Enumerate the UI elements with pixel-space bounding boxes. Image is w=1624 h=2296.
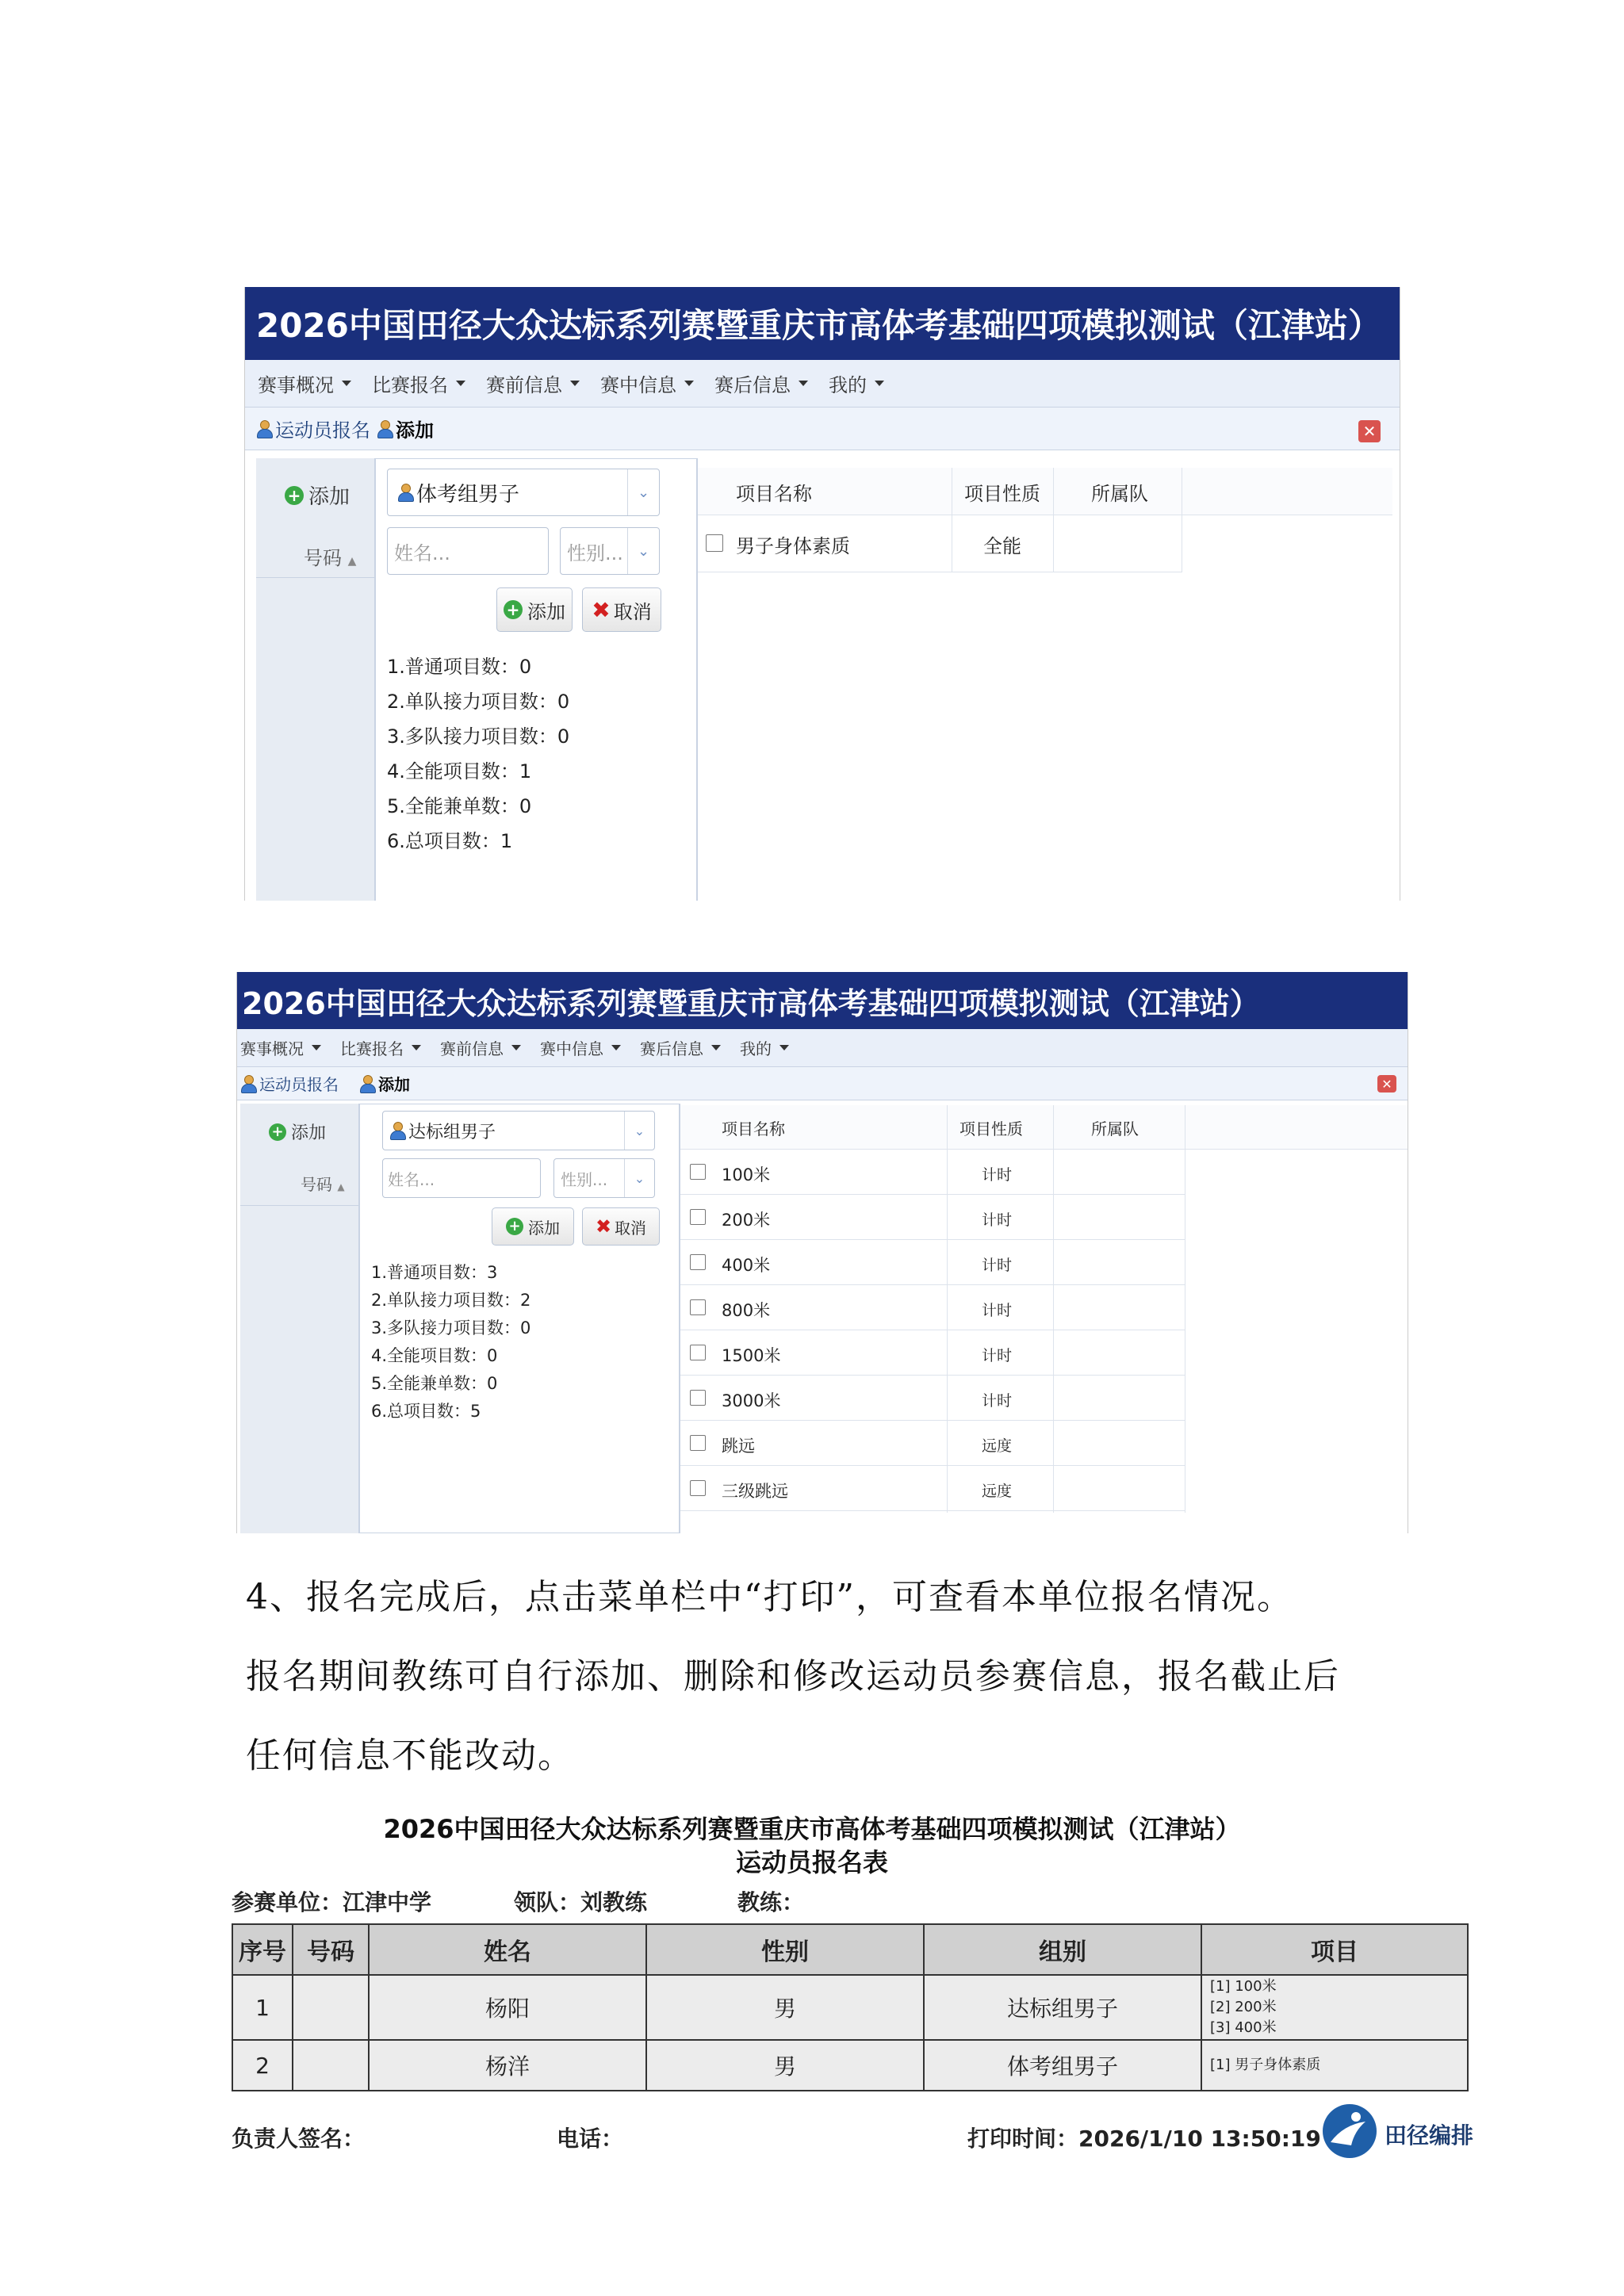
number-cell xyxy=(293,1975,369,2040)
group-icon xyxy=(397,484,413,501)
event-type-cell: 计时 xyxy=(982,1347,1013,1364)
seq-cell: 1 xyxy=(232,1975,293,2040)
instruction-line: 报名期间教练可自行添加、删除和修改运动员参赛信息，报名截止后 xyxy=(246,1656,1340,1697)
left-panel xyxy=(256,458,375,901)
chevron-down-icon xyxy=(342,381,351,386)
stat-line: 2.单队接力项目数：0 xyxy=(387,691,570,713)
header-event-name: 项目名称 xyxy=(736,482,812,505)
person-icon xyxy=(359,1075,375,1093)
chevron-down-icon xyxy=(456,381,465,386)
event-type-cell: 全能 xyxy=(983,534,1021,557)
gender-select[interactable] xyxy=(560,527,660,575)
group-selected-value: 体考组男子 xyxy=(416,482,520,507)
table-row[interactable] xyxy=(680,1421,1185,1466)
event-name-cell: 200米 xyxy=(722,1211,771,1230)
chevron-down-icon xyxy=(711,1045,721,1050)
table-row[interactable] xyxy=(680,1285,1185,1330)
items-cell xyxy=(1201,1975,1468,2040)
name-placeholder: 姓名... xyxy=(388,1169,435,1189)
table-row[interactable] xyxy=(680,1195,1185,1240)
left-add-button[interactable] xyxy=(269,1119,326,1144)
chevron-down-icon xyxy=(799,381,808,386)
menu-label: 赛事概况 xyxy=(258,374,334,396)
group-cell: 达标组男子 xyxy=(924,1975,1201,2040)
left-add-button[interactable] xyxy=(285,480,350,510)
tab-label: 运动员报名 xyxy=(259,1075,339,1094)
stat-line: 6.总项目数：1 xyxy=(387,830,513,852)
items-cell xyxy=(1201,2040,1468,2091)
menu-label: 赛前信息 xyxy=(486,374,562,396)
name-placeholder: 姓名... xyxy=(394,541,450,564)
add-button-label: 添加 xyxy=(527,600,565,623)
header-items: 项目 xyxy=(1201,1924,1468,1975)
number-header-label: 号码 xyxy=(304,547,342,569)
left-panel xyxy=(240,1104,359,1533)
menu-item-in-info[interactable] xyxy=(540,1036,621,1059)
chevron-down-icon xyxy=(312,1045,321,1050)
table-row[interactable] xyxy=(680,1150,1185,1195)
number-header-label: 号码 xyxy=(301,1175,332,1194)
group-select[interactable] xyxy=(382,1111,655,1150)
tab-label: 运动员报名 xyxy=(275,419,370,442)
report-title: 2026中国田径大众达标系列赛暨重庆市高体考基础四项模拟测试（江津站） xyxy=(383,1814,1241,1844)
app-title-bar xyxy=(245,287,1400,360)
event-type-cell: 计时 xyxy=(982,1392,1013,1410)
menu-label: 我的 xyxy=(829,374,867,396)
plus-icon: + xyxy=(504,600,523,619)
menu-label: 我的 xyxy=(740,1039,772,1058)
event-name-cell: 1500米 xyxy=(722,1346,781,1365)
stat-line: 5.全能兼单数：0 xyxy=(371,1374,498,1393)
app-title: 2026中国田径大众达标系列赛暨重庆市高体考基础四项模拟测试（江津站） xyxy=(242,985,1260,1021)
header-name: 姓名 xyxy=(369,1924,646,1975)
number-column-header[interactable] xyxy=(304,542,356,570)
row-checkbox[interactable] xyxy=(690,1299,706,1315)
stat-line: 4.全能项目数：0 xyxy=(371,1346,498,1365)
table-row[interactable] xyxy=(680,1330,1185,1376)
chevron-down-icon xyxy=(511,1045,521,1050)
item-line: [1] 男子身体素质 xyxy=(1210,2057,1321,2073)
add-button[interactable] xyxy=(496,587,573,632)
add-dialog-form xyxy=(375,458,697,901)
cancel-button-label: 取消 xyxy=(613,600,652,623)
name-cell: 杨阳 xyxy=(369,1975,646,2040)
close-icon: ✖ xyxy=(595,1215,612,1238)
menu-label: 赛后信息 xyxy=(640,1039,703,1058)
header-team: 所属队 xyxy=(1091,482,1148,505)
brand-logo-icon xyxy=(1320,2101,1380,2161)
tab-bar xyxy=(237,1067,1408,1100)
menu-item-register[interactable] xyxy=(340,1036,421,1059)
menu-label: 赛中信息 xyxy=(540,1039,603,1058)
gender-cell: 男 xyxy=(646,1975,924,2040)
header-event-type: 项目性质 xyxy=(959,1119,1023,1138)
header-team: 所属队 xyxy=(1091,1119,1139,1138)
menu-label: 赛事概况 xyxy=(240,1039,304,1058)
row-checkbox[interactable] xyxy=(690,1164,706,1180)
event-name-cell: 男子身体素质 xyxy=(736,534,850,557)
chevron-down-icon xyxy=(412,1045,421,1050)
cancel-button[interactable] xyxy=(582,587,661,632)
screenshot-1 xyxy=(244,287,1400,901)
chevron-down-icon xyxy=(875,381,884,386)
seq-cell: 2 xyxy=(232,2040,293,2091)
row-checkbox[interactable] xyxy=(690,1390,706,1406)
item-line: [1] 100米 xyxy=(1210,1978,1277,1995)
row-checkbox[interactable] xyxy=(690,1435,706,1451)
tab-registration[interactable] xyxy=(240,1072,359,1095)
row-checkbox[interactable] xyxy=(690,1209,706,1225)
menu-item-mine[interactable] xyxy=(740,1036,789,1059)
group-cell: 体考组男子 xyxy=(924,2040,1201,2091)
menu-bar xyxy=(237,1029,1408,1067)
report-subtitle: 运动员报名表 xyxy=(735,1847,888,1877)
header-gender: 性别 xyxy=(646,1924,924,1975)
event-name-cell: 3000米 xyxy=(722,1391,781,1410)
row-checkbox[interactable] xyxy=(690,1480,706,1496)
group-select[interactable] xyxy=(387,469,660,516)
item-line: [2] 200米 xyxy=(1210,1999,1277,2015)
instruction-line: 任何信息不能改动。 xyxy=(246,1735,574,1776)
menu-label: 比赛报名 xyxy=(340,1039,404,1058)
sort-icon: ▲ xyxy=(337,1181,345,1192)
event-type-cell: 远度 xyxy=(982,1483,1013,1500)
stat-line: 1.普通项目数：3 xyxy=(371,1263,498,1282)
row-checkbox[interactable] xyxy=(690,1345,706,1360)
name-input[interactable] xyxy=(382,1158,541,1198)
sort-icon: ▲ xyxy=(347,555,357,568)
gender-placeholder: 性别... xyxy=(561,1169,608,1189)
cancel-button[interactable] xyxy=(582,1207,660,1246)
plus-icon: + xyxy=(506,1218,523,1235)
event-type-cell: 计时 xyxy=(982,1302,1013,1319)
item-line: [3] 400米 xyxy=(1210,2019,1277,2036)
grid-header-row xyxy=(680,1105,1408,1150)
row-checkbox[interactable] xyxy=(706,534,723,552)
menu-bar xyxy=(245,360,1400,408)
tab-label: 添加 xyxy=(396,419,434,442)
menu-item-in-info[interactable] xyxy=(600,369,694,397)
event-type-cell: 计时 xyxy=(982,1166,1013,1184)
instruction-line: 4、报名完成后，点击菜单栏中“打印”，可查看本单位报名情况。 xyxy=(246,1577,1293,1617)
table-row[interactable] xyxy=(680,1240,1185,1285)
event-type-cell: 计时 xyxy=(982,1257,1013,1274)
chevron-down-icon: ⌄ xyxy=(627,469,659,515)
header-event-name: 项目名称 xyxy=(722,1119,785,1138)
table-header-row xyxy=(232,1924,1468,1975)
menu-item-overview[interactable] xyxy=(240,1036,321,1059)
tab-label: 添加 xyxy=(378,1075,410,1094)
gender-select[interactable] xyxy=(553,1158,655,1198)
add-button[interactable] xyxy=(492,1207,574,1246)
event-type-cell: 计时 xyxy=(982,1211,1013,1229)
number-column-header[interactable] xyxy=(301,1172,345,1195)
chevron-down-icon xyxy=(570,381,580,386)
header-number: 号码 xyxy=(293,1924,369,1975)
footer-phone: 电话： xyxy=(557,2126,624,2152)
footer-brand: 田径编排 xyxy=(1385,2122,1474,2149)
cancel-button-label: 取消 xyxy=(615,1218,647,1238)
group-selected-value: 达标组男子 xyxy=(408,1122,496,1142)
header-seq: 序号 xyxy=(232,1924,293,1975)
report-unit: 参赛单位：江津中学 xyxy=(232,1889,432,1915)
person-icon xyxy=(377,420,393,438)
tab-add[interactable] xyxy=(359,1072,410,1095)
close-icon[interactable]: ✕ xyxy=(1358,420,1381,442)
group-icon xyxy=(389,1122,405,1139)
menu-label: 赛后信息 xyxy=(714,374,791,396)
menu-item-pre-info[interactable] xyxy=(486,369,580,397)
event-name-cell: 100米 xyxy=(722,1165,771,1184)
left-divider xyxy=(256,577,375,578)
event-name-cell: 400米 xyxy=(722,1256,771,1275)
name-cell: 杨洋 xyxy=(369,2040,646,2091)
stat-line: 2.单队接力项目数：2 xyxy=(371,1291,531,1310)
app-title: 2026中国田径大众达标系列赛暨重庆市高体考基础四项模拟测试（江津站） xyxy=(256,306,1381,345)
screenshot-2 xyxy=(236,972,1408,1533)
header-event-type: 项目性质 xyxy=(964,482,1040,505)
person-icon xyxy=(256,420,272,438)
menu-label: 赛前信息 xyxy=(440,1039,504,1058)
event-type-cell: 远度 xyxy=(982,1437,1013,1455)
stat-line: 3.多队接力项目数：0 xyxy=(387,725,570,748)
event-name-cell: 800米 xyxy=(722,1301,771,1320)
table-row[interactable] xyxy=(680,1466,1185,1511)
person-icon xyxy=(240,1075,256,1093)
footer-print-time: 打印时间：2026/1/10 13:50:19 xyxy=(967,2126,1321,2152)
left-divider xyxy=(240,1205,359,1206)
stat-line: 3.多队接力项目数：0 xyxy=(371,1318,531,1337)
left-add-label: 添加 xyxy=(291,1123,327,1143)
stat-line: 5.全能兼单数：0 xyxy=(387,795,532,817)
tab-bar xyxy=(245,408,1400,450)
event-rows xyxy=(680,1150,1185,1513)
number-cell xyxy=(293,2040,369,2091)
menu-label: 赛中信息 xyxy=(600,374,676,396)
chevron-down-icon xyxy=(684,381,694,386)
plus-icon: + xyxy=(285,486,304,505)
gender-cell: 男 xyxy=(646,2040,924,2091)
registration-table xyxy=(232,1923,1469,2091)
row-checkbox[interactable] xyxy=(690,1254,706,1270)
chevron-down-icon xyxy=(611,1045,621,1050)
chevron-down-icon: ⌄ xyxy=(624,1112,654,1150)
close-icon: ✖ xyxy=(592,596,611,623)
event-grid xyxy=(697,458,1392,901)
plus-icon: + xyxy=(269,1123,286,1141)
footer-signature: 负责人签名： xyxy=(232,2126,366,2152)
chevron-down-icon xyxy=(779,1045,789,1050)
menu-label: 比赛报名 xyxy=(372,374,448,396)
left-add-label: 添加 xyxy=(308,485,350,509)
name-input[interactable] xyxy=(387,527,549,575)
menu-item-overview[interactable] xyxy=(258,369,351,397)
table-row[interactable] xyxy=(680,1376,1185,1421)
close-icon[interactable]: ✕ xyxy=(1377,1075,1396,1093)
tab-add[interactable] xyxy=(377,415,434,442)
menu-item-pre-info[interactable] xyxy=(440,1036,521,1059)
chevron-down-icon: ⌄ xyxy=(624,1159,654,1197)
menu-item-post-info[interactable] xyxy=(714,369,808,397)
gender-placeholder: 性别... xyxy=(567,541,623,564)
stat-line: 1.普通项目数：0 xyxy=(387,656,532,678)
app-title-bar xyxy=(237,972,1408,1029)
header-group: 组别 xyxy=(924,1924,1201,1975)
menu-item-post-info[interactable] xyxy=(640,1036,721,1059)
menu-item-register[interactable] xyxy=(372,369,465,397)
event-grid xyxy=(680,1104,1408,1533)
add-dialog-form xyxy=(359,1104,680,1533)
tab-registration[interactable] xyxy=(256,415,377,442)
table-row xyxy=(232,2040,1468,2091)
menu-item-mine[interactable] xyxy=(829,369,884,397)
chevron-down-icon: ⌄ xyxy=(627,528,659,574)
report-coach: 教练： xyxy=(737,1889,805,1915)
stat-line: 6.总项目数：5 xyxy=(371,1402,481,1421)
table-row xyxy=(232,1975,1468,2040)
event-name-cell: 跳远 xyxy=(722,1437,755,1456)
event-name-cell: 三级跳远 xyxy=(722,1482,788,1501)
stat-line: 4.全能项目数：1 xyxy=(387,760,532,783)
report-leader: 领队：刘教练 xyxy=(514,1889,648,1915)
add-button-label: 添加 xyxy=(528,1218,560,1238)
